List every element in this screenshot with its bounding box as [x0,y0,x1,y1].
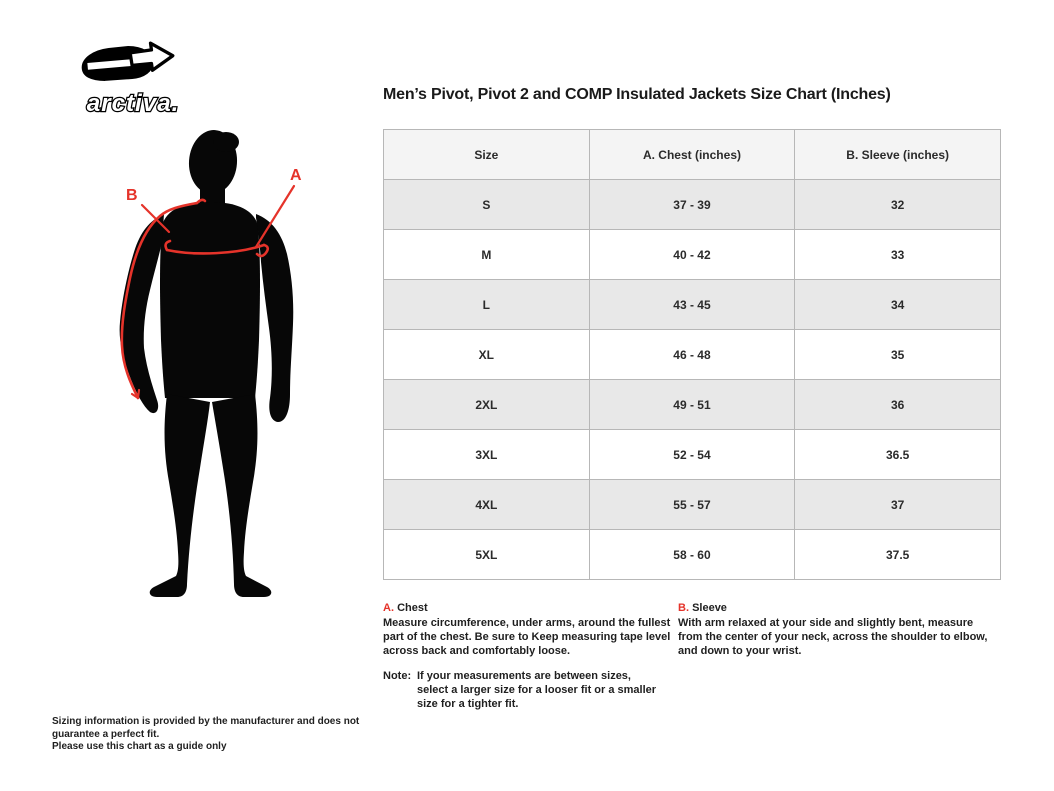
table-cell: 33 [795,230,1001,280]
table-cell: 37.5 [795,530,1001,580]
table-cell: 37 - 39 [589,180,795,230]
table-cell: 55 - 57 [589,480,795,530]
label-a: A [290,167,302,184]
table-cell: S [384,180,590,230]
table-cell: 52 - 54 [589,430,795,480]
table-header-row [384,130,1001,180]
table-row [384,530,1001,580]
table-cell: 2XL [384,380,590,430]
body-silhouette [120,128,294,597]
chest-footnote-letter: A. [383,602,394,614]
table-cell: 32 [795,180,1001,230]
table-cell: 46 - 48 [589,330,795,380]
arctiva-logo [72,40,198,118]
disclaimer [52,716,392,754]
page-title: Men’s Pivot, Pivot 2 and COMP Insulated Jackets Size Chart (Inches) [383,86,891,103]
note-label: Note: [383,670,412,682]
sleeve-footnote-heading [678,601,1000,615]
table-cell: L [384,280,590,330]
sleeve-footnote [678,601,1000,658]
chest-footnote-body: Measure circumference, under arms, around the fullest part of the chest. Be sure to Keep measuring tape level across back and comfortably loose. [383,617,671,657]
body-silhouette-diagram [60,110,360,600]
table-cell: 4XL [384,480,590,530]
table-cell: 36 [795,380,1001,430]
table-row [384,480,1001,530]
table-row [384,180,1001,230]
table-cell: 36.5 [795,430,1001,480]
arctiva-wordmark: arctiva. [86,89,180,117]
table-cell: 34 [795,280,1001,330]
table-cell: 49 - 51 [589,380,795,430]
table-cell: 37 [795,480,1001,530]
table-cell: 43 - 45 [589,280,795,330]
table-cell: 5XL [384,530,590,580]
chest-footnote-title: Chest [397,602,428,614]
sleeve-footnote-letter: B. [678,602,689,614]
chest-footnote-heading [383,601,678,615]
table-row [384,430,1001,480]
table-row [384,380,1001,430]
arctiva-emblem [84,43,173,79]
chest-footnote [383,601,678,711]
note-body: If your measurements are between sizes, select a larger size for a looser fit or a smaller size for a tighter fit. [417,670,657,710]
size-chart-table [383,129,1001,580]
disclaimer-line-1: Sizing information is provided by the manufacturer and does not guarantee a perfect fit. [52,716,360,740]
table-cell: 35 [795,330,1001,380]
table-row [384,230,1001,280]
label-b: B [126,187,138,204]
sleeve-footnote-title: Sleeve [692,602,727,614]
table-cell: XL [384,330,590,380]
between-sizes-note [383,669,678,711]
table-cell: M [384,230,590,280]
header-cell-sleeve: B. Sleeve (inches) [795,130,1001,180]
header-cell-size: Size [384,130,590,180]
table-cell: 3XL [384,430,590,480]
table-row [384,330,1001,380]
header-cell-chest: A. Chest (inches) [589,130,795,180]
table-row [384,280,1001,330]
disclaimer-line-2: Please use this chart as a guide only [52,741,227,752]
table-cell: 40 - 42 [589,230,795,280]
table-cell: 58 - 60 [589,530,795,580]
sleeve-footnote-body: With arm relaxed at your side and slightly bent, measure from the center of your neck, across the shoulder to elbow, and down to your wrist. [678,617,988,657]
